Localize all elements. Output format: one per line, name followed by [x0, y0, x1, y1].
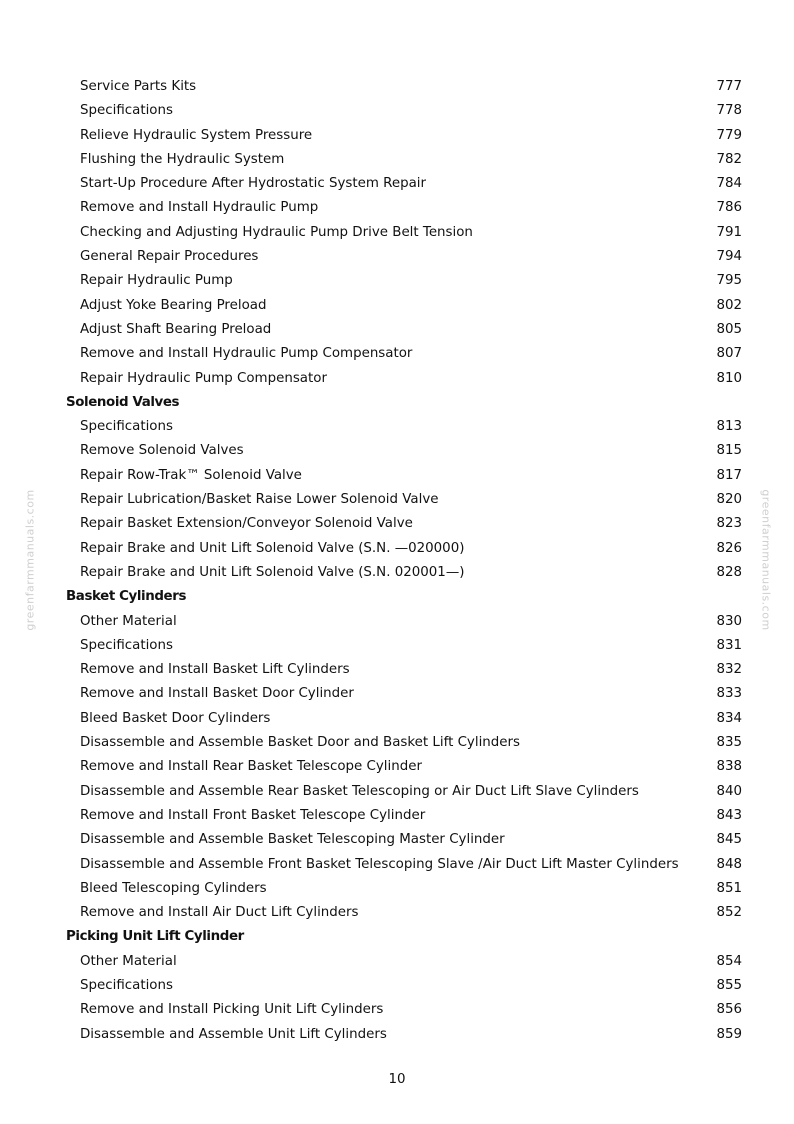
entry-title: Repair Row-Trak™ Solenoid Valve — [80, 467, 302, 483]
entry-title: Repair Lubrication/Basket Raise Lower Solenoid Valve — [80, 492, 439, 508]
entry-title: Remove Solenoid Valves — [80, 443, 244, 459]
toc-entry[interactable] — [0, 804, 794, 828]
toc-entry[interactable] — [0, 828, 794, 852]
entry-page-number: 802 — [716, 297, 742, 313]
toc-entry[interactable] — [0, 124, 794, 148]
toc-entry[interactable] — [0, 780, 794, 804]
entry-page-number: 832 — [716, 662, 742, 678]
entry-page-number: 851 — [716, 880, 742, 896]
entry-title: Disassemble and Assemble Unit Lift Cylinders — [80, 1026, 387, 1042]
entry-page-number: 834 — [716, 710, 742, 726]
watermark-left: greenfarmmanuals.com — [23, 489, 37, 631]
toc-entry[interactable] — [0, 512, 794, 536]
entry-title: Specifications — [80, 103, 173, 119]
toc-entry[interactable] — [0, 974, 794, 998]
toc-entry[interactable] — [0, 148, 794, 172]
entry-page-number: 794 — [716, 249, 742, 265]
toc-entry[interactable] — [0, 634, 794, 658]
entry-page-number: 838 — [716, 759, 742, 775]
entry-title: Repair Brake and Unit Lift Solenoid Valve (S.N. —020000) — [80, 540, 465, 556]
entry-page-number: 782 — [716, 151, 742, 167]
entry-page-number: 848 — [716, 856, 742, 872]
entry-page-number: 813 — [716, 419, 742, 435]
entry-page-number: 810 — [716, 370, 742, 386]
entry-title: Repair Hydraulic Pump Compensator — [80, 370, 327, 386]
entry-page-number: 784 — [716, 176, 742, 192]
watermark-right: greenfarmmanuals.com — [759, 489, 773, 631]
entry-title: Remove and Install Rear Basket Telescope Cylinder — [80, 759, 422, 775]
toc-entry[interactable] — [0, 731, 794, 755]
entry-page-number: 828 — [716, 564, 742, 580]
toc-entry[interactable] — [0, 998, 794, 1022]
toc-entry[interactable] — [0, 877, 794, 901]
entry-title: Start-Up Procedure After Hydrostatic System Repair — [80, 176, 427, 192]
entry-title: Service Parts Kits — [80, 79, 197, 94]
entry-page-number: 815 — [716, 443, 742, 459]
entry-title: Remove and Install Hydraulic Pump — [80, 200, 319, 216]
entry-page-number: 779 — [716, 127, 742, 143]
entry-page-number: 843 — [716, 807, 742, 823]
entry-page-number: 833 — [716, 686, 742, 702]
entry-title: Remove and Install Front Basket Telescope Cylinder — [80, 807, 426, 823]
toc-entry[interactable] — [0, 221, 794, 245]
toc-entry[interactable] — [0, 610, 794, 634]
entry-page-number: 856 — [716, 1002, 742, 1018]
entry-title: Adjust Yoke Bearing Preload — [80, 297, 267, 313]
entry-title: Relieve Hydraulic System Pressure — [80, 127, 313, 143]
section-title: Basket Cylinders — [66, 589, 187, 605]
toc-entry[interactable] — [0, 755, 794, 779]
toc-entry[interactable] — [0, 488, 794, 512]
entry-title: Specifications — [80, 977, 173, 993]
entry-title: Disassemble and Assemble Basket Telescoping Master Cylinder — [80, 832, 505, 848]
entry-title: Remove and Install Air Duct Lift Cylinders — [80, 905, 359, 921]
toc-entry[interactable] — [0, 367, 794, 391]
entry-title: Remove and Install Basket Door Cylinder — [80, 686, 354, 702]
page-number: 10 — [388, 1072, 406, 1087]
entry-title: Disassemble and Assemble Basket Door and Basket Lift Cylinders — [80, 735, 521, 751]
entry-page-number: 830 — [716, 613, 742, 629]
entry-title: Checking and Adjusting Hydraulic Pump Drive Belt Tension — [80, 224, 473, 240]
toc-entry[interactable] — [0, 561, 794, 585]
toc-entry[interactable] — [0, 172, 794, 196]
section-title: Picking Unit Lift Cylinder — [66, 929, 244, 945]
entry-page-number: 855 — [716, 977, 742, 993]
entry-title: Remove and Install Basket Lift Cylinders — [80, 662, 350, 678]
entry-page-number: 795 — [716, 273, 742, 289]
entry-page-number: 852 — [716, 905, 742, 921]
toc-entry[interactable] — [0, 294, 794, 318]
entry-title: Remove and Install Picking Unit Lift Cylinders — [80, 1002, 384, 1018]
toc-entry[interactable] — [0, 537, 794, 561]
toc-entry[interactable] — [0, 658, 794, 682]
toc-entry[interactable] — [0, 415, 794, 439]
entry-page-number: 831 — [716, 637, 742, 653]
toc-entry[interactable] — [0, 245, 794, 269]
entry-page-number: 823 — [716, 516, 742, 532]
toc-entry[interactable] — [0, 1023, 794, 1047]
toc-entry[interactable] — [0, 707, 794, 731]
entry-title: Specifications — [80, 637, 173, 653]
entry-title: General Repair Procedures — [80, 249, 259, 265]
entry-page-number: 845 — [716, 832, 742, 848]
entry-title: Specifications — [80, 419, 173, 435]
toc-entry[interactable] — [0, 75, 794, 99]
entry-title: Disassemble and Assemble Rear Basket Telescoping or Air Duct Lift Slave Cylinders — [80, 783, 639, 799]
entry-page-number: 854 — [716, 953, 742, 969]
toc-section-heading — [0, 585, 794, 609]
toc-section-heading — [0, 925, 794, 949]
toc-section-heading — [0, 391, 794, 415]
toc-entry[interactable] — [0, 318, 794, 342]
entry-title: Bleed Basket Door Cylinders — [80, 710, 271, 726]
entry-title: Adjust Shaft Bearing Preload — [80, 321, 272, 337]
entry-page-number: 778 — [716, 103, 742, 119]
entry-page-number: 786 — [716, 200, 742, 216]
entry-title: Repair Basket Extension/Conveyor Solenoid Valve — [80, 516, 413, 532]
section-title: Solenoid Valves — [66, 394, 180, 410]
entry-page-number: 820 — [716, 492, 742, 508]
toc-entry[interactable] — [0, 342, 794, 366]
entry-page-number: 840 — [716, 783, 742, 799]
entry-page-number: 807 — [716, 346, 742, 362]
entry-page-number: 817 — [716, 467, 742, 483]
toc-entry[interactable] — [0, 853, 794, 877]
entry-page-number: 805 — [716, 321, 742, 337]
toc-entry[interactable] — [0, 901, 794, 925]
entry-page-number: 791 — [716, 224, 742, 240]
entry-title: Remove and Install Hydraulic Pump Compensator — [80, 346, 413, 362]
table-of-contents — [0, 75, 794, 1047]
entry-page-number: 777 — [716, 79, 742, 94]
toc-entry[interactable] — [0, 950, 794, 974]
entry-page-number: 835 — [716, 735, 742, 751]
toc-entry[interactable] — [0, 464, 794, 488]
entry-title: Repair Hydraulic Pump — [80, 273, 233, 289]
toc-entry[interactable] — [0, 196, 794, 220]
toc-entry[interactable] — [0, 439, 794, 463]
entry-title: Repair Brake and Unit Lift Solenoid Valve (S.N. 020001—) — [80, 564, 465, 580]
entry-page-number: 859 — [716, 1026, 742, 1042]
entry-title: Disassemble and Assemble Front Basket Telescoping Slave /Air Duct Lift Master Cylinders — [80, 856, 679, 872]
toc-entry[interactable] — [0, 99, 794, 123]
entry-title: Flushing the Hydraulic System — [80, 151, 285, 167]
toc-entry[interactable] — [0, 269, 794, 293]
entry-title: Bleed Telescoping Cylinders — [80, 880, 267, 896]
entry-title: Other Material — [80, 953, 177, 969]
entry-title: Other Material — [80, 613, 177, 629]
entry-page-number: 826 — [716, 540, 742, 556]
toc-entry[interactable] — [0, 682, 794, 706]
